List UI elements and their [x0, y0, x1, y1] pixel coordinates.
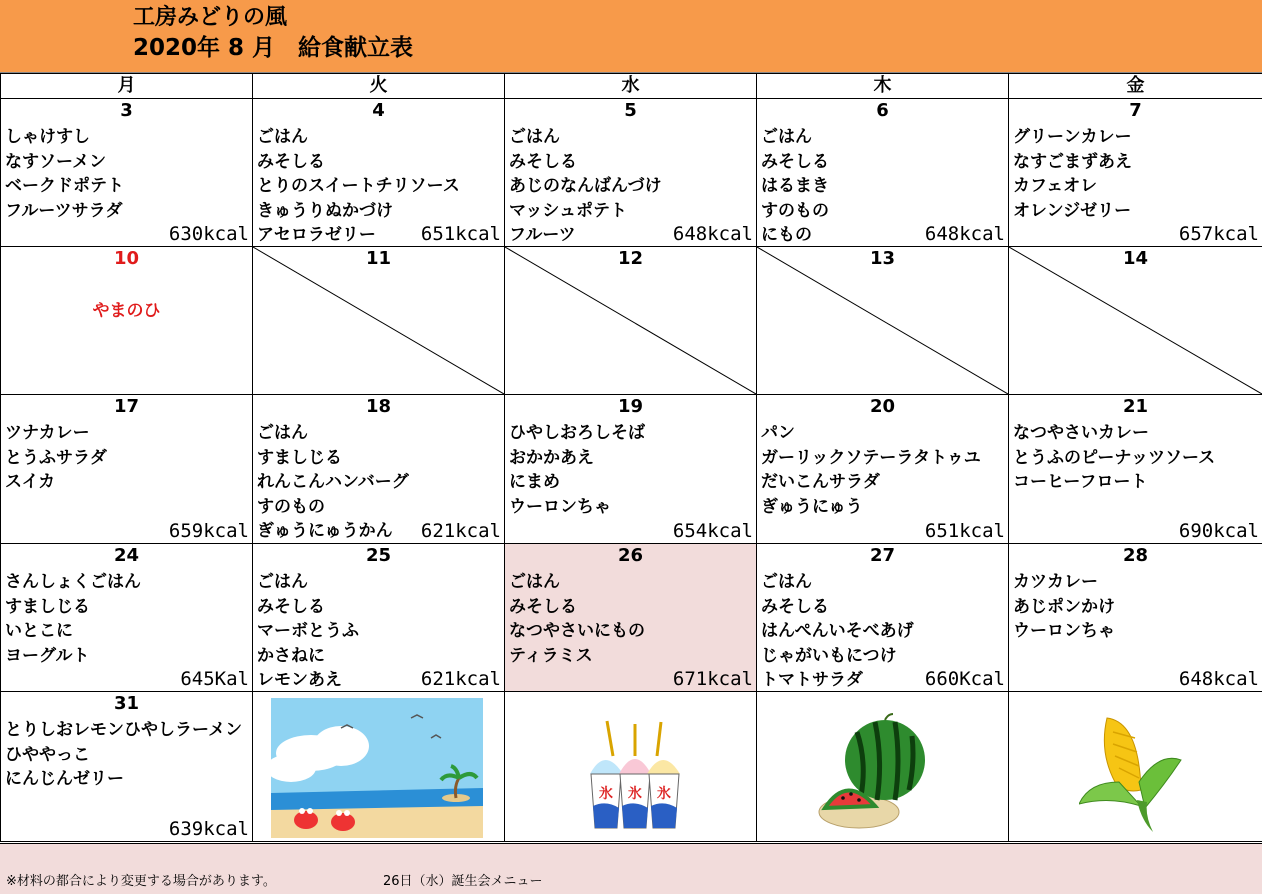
day-number: 5: [624, 100, 637, 121]
day-cell: [1009, 544, 1262, 692]
menu-item: ガーリックソテーラタトゥユ: [761, 447, 981, 468]
calorie-total: 648kcal: [672, 223, 753, 245]
menu-item: さんしょくごはん: [5, 572, 141, 592]
weekday-header: 金: [1009, 74, 1262, 99]
menu-item: はるまき: [761, 176, 829, 197]
menu-item: ぎゅうにゅう: [761, 496, 863, 517]
menu-item: トマトサラダ: [761, 670, 863, 691]
page-title: 2020年 8 月 給食献立表: [133, 35, 414, 61]
day-number: 25: [365, 545, 392, 566]
menu-item: パン: [761, 423, 795, 443]
menu-item: なすごまずあえ: [1013, 151, 1132, 172]
menu-item: ごはん: [509, 127, 560, 147]
menu-item: とうふのピーナッツソース: [1013, 447, 1216, 468]
menu-item: すましじる: [5, 596, 90, 617]
menu-item: にまめ: [509, 472, 560, 493]
menu-list: [509, 570, 754, 668]
calorie-total: 630kcal: [168, 223, 249, 245]
calorie-total: 645Kal: [180, 668, 249, 690]
day-number: 7: [1129, 100, 1142, 121]
menu-item: ごはん: [761, 127, 812, 147]
menu-item: ベークドポテト: [5, 176, 124, 197]
calorie-total: 654kcal: [672, 520, 753, 542]
calorie-total: 651kcal: [420, 223, 501, 245]
menu-item: ごはん: [257, 127, 308, 147]
facility-name: 工房みどりの風: [133, 5, 288, 30]
menu-list: [5, 570, 250, 668]
day-number: 13: [869, 248, 896, 269]
day-cell: [253, 99, 505, 247]
day-number: 14: [1122, 248, 1149, 269]
menu-list: [509, 421, 754, 519]
day-cell: [253, 247, 505, 395]
day-cell: [1, 692, 253, 842]
menu-item: かさねに: [257, 645, 325, 666]
menu-item: ごはん: [761, 572, 812, 592]
menu-calendar-grid: [0, 73, 1262, 842]
illustration-cell: [253, 692, 505, 842]
corn-illustration: [1079, 712, 1189, 837]
menu-item: なつやさいカレー: [1013, 423, 1149, 443]
menu-item: ぎゅうにゅうかん: [257, 521, 393, 542]
menu-list: [1013, 421, 1260, 495]
day-cell: [1, 544, 253, 692]
day-number: 3: [120, 100, 133, 121]
menu-item: なつやさいにもの: [509, 621, 645, 642]
day-number: 20: [869, 396, 896, 417]
day-number: 21: [1122, 396, 1149, 417]
day-number: 19: [617, 396, 644, 417]
menu-item: しゃけすし: [5, 127, 90, 147]
day-cell: [253, 395, 505, 544]
calorie-total: 657kcal: [1178, 223, 1259, 245]
holiday-name: やまのひ: [92, 301, 161, 321]
menu-list: [5, 421, 250, 495]
svg-text:氷: 氷: [657, 786, 671, 802]
menu-list: [1013, 570, 1260, 644]
menu-item: グリーンカレー: [1013, 127, 1132, 147]
weekday-header: 木: [757, 74, 1009, 99]
day-number: 4: [372, 100, 385, 121]
menu-item: アセロラゼリー: [257, 225, 376, 246]
menu-item: なすソーメン: [5, 151, 107, 172]
watermelon-illustration: [817, 712, 927, 832]
day-number: 28: [1122, 545, 1149, 566]
calendar-header: [0, 0, 1262, 73]
weekday-header: 水: [505, 74, 757, 99]
illustration-cell: [1009, 692, 1262, 842]
menu-item: みそしる: [761, 596, 829, 617]
day-cell: [1, 395, 253, 544]
menu-list: [5, 718, 250, 792]
menu-item: あじポンかけ: [1013, 596, 1115, 617]
menu-item: ごはん: [257, 423, 308, 443]
day-cell: [505, 99, 757, 247]
birthday-menu-note: 26日（水）誕生会メニュー: [383, 874, 543, 889]
menu-item: ティラミス: [509, 645, 593, 666]
day-number: 10: [113, 248, 140, 269]
menu-item: すのもの: [761, 200, 829, 221]
menu-item: すのもの: [257, 496, 325, 517]
menu-item: レモンあえ: [257, 670, 342, 691]
menu-item: ウーロンちゃ: [1013, 621, 1115, 642]
menu-item: にもの: [761, 225, 812, 246]
svg-text:氷: 氷: [628, 786, 642, 802]
menu-item: いとこに: [5, 621, 73, 642]
menu-item: にんじんゼリー: [5, 769, 124, 790]
calorie-total: 621kcal: [420, 520, 501, 542]
day-number: 18: [365, 396, 392, 417]
calorie-total: 659kcal: [168, 520, 249, 542]
shaved-ice-illustration: [585, 716, 685, 832]
day-cell: [1009, 99, 1262, 247]
day-cell: [1009, 395, 1262, 544]
day-cell: [1, 99, 253, 247]
menu-item: マーボとうふ: [257, 621, 359, 642]
day-cell: [757, 99, 1009, 247]
menu-item: じゃがいもにつけ: [761, 645, 897, 666]
menu-item: みそしる: [509, 596, 577, 617]
day-number: 24: [113, 545, 140, 566]
day-cell: [1, 247, 253, 395]
menu-item: カツカレー: [1013, 572, 1098, 592]
calorie-total: 648kcal: [1178, 668, 1259, 690]
day-cell: [253, 544, 505, 692]
menu-item: とうふサラダ: [5, 447, 107, 468]
menu-item: フルーツサラダ: [5, 200, 123, 221]
footer-note: ※材料の都合により変更する場合があります。: [6, 874, 276, 889]
menu-item: コーヒーフロート: [1013, 472, 1148, 493]
menu-item: みそしる: [257, 596, 325, 617]
menu-item: ひやしおろしそば: [509, 423, 645, 443]
day-cell: [1009, 247, 1262, 395]
menu-item: ごはん: [257, 572, 308, 592]
menu-item: れんこんハンバーグ: [257, 472, 409, 493]
footer: [0, 843, 1262, 894]
menu-item: とりしおレモンひやしラーメン: [5, 720, 243, 740]
svg-text:氷: 氷: [599, 786, 613, 802]
menu-list: [1013, 125, 1260, 223]
menu-item: はんぺんいそべあげ: [761, 621, 914, 642]
day-number: 17: [113, 396, 140, 417]
menu-item: おかかあえ: [509, 447, 594, 468]
menu-item: ひややっこ: [5, 744, 90, 765]
menu-item: とりのスイートチリソース: [257, 176, 460, 197]
menu-item: カフェオレ: [1013, 176, 1098, 197]
menu-item: ウーロンちゃ: [509, 496, 611, 517]
weekday-header: 火: [253, 74, 505, 99]
day-number: 11: [365, 248, 392, 269]
menu-item: すましじる: [257, 447, 342, 468]
menu-item: マッシュポテト: [509, 200, 627, 221]
day-number: 26: [617, 545, 644, 566]
day-number: 27: [869, 545, 896, 566]
day-cell: [505, 544, 757, 692]
calorie-total: 660Kcal: [924, 668, 1005, 690]
menu-item: ツナカレー: [5, 423, 90, 443]
calorie-total: 648kcal: [924, 223, 1005, 245]
menu-item: ヨーグルト: [5, 645, 90, 666]
menu-list: [761, 421, 1006, 519]
menu-item: だいこんサラダ: [761, 472, 880, 493]
menu-item: みそしる: [257, 151, 325, 172]
day-cell: [757, 247, 1009, 395]
day-cell: [505, 247, 757, 395]
menu-item: ごはん: [509, 572, 560, 592]
illustration-cell: [505, 692, 757, 842]
menu-item: みそしる: [761, 151, 829, 172]
menu-item: スイカ: [5, 472, 56, 493]
calorie-total: 639kcal: [168, 818, 249, 840]
menu-item: きゅうりぬかづけ: [257, 200, 393, 221]
day-cell: [757, 544, 1009, 692]
day-number: 6: [876, 100, 889, 121]
menu-item: みそしる: [509, 151, 577, 172]
menu-item: オレンジゼリー: [1013, 200, 1132, 221]
menu-list: [5, 125, 250, 223]
illustration-cell: [757, 692, 1009, 842]
day-number: 12: [617, 248, 644, 269]
menu-item: あじのなんばんづけ: [509, 176, 662, 197]
day-number: 31: [113, 693, 140, 714]
day-cell: [505, 395, 757, 544]
calorie-total: 690kcal: [1178, 520, 1259, 542]
calorie-total: 671kcal: [672, 668, 753, 690]
beach-crabs-illustration: [271, 698, 483, 838]
calorie-total: 651kcal: [924, 520, 1005, 542]
day-cell: [757, 395, 1009, 544]
calorie-total: 621kcal: [420, 668, 501, 690]
weekday-header: 月: [1, 74, 253, 99]
menu-item: フルーツ: [509, 225, 576, 246]
